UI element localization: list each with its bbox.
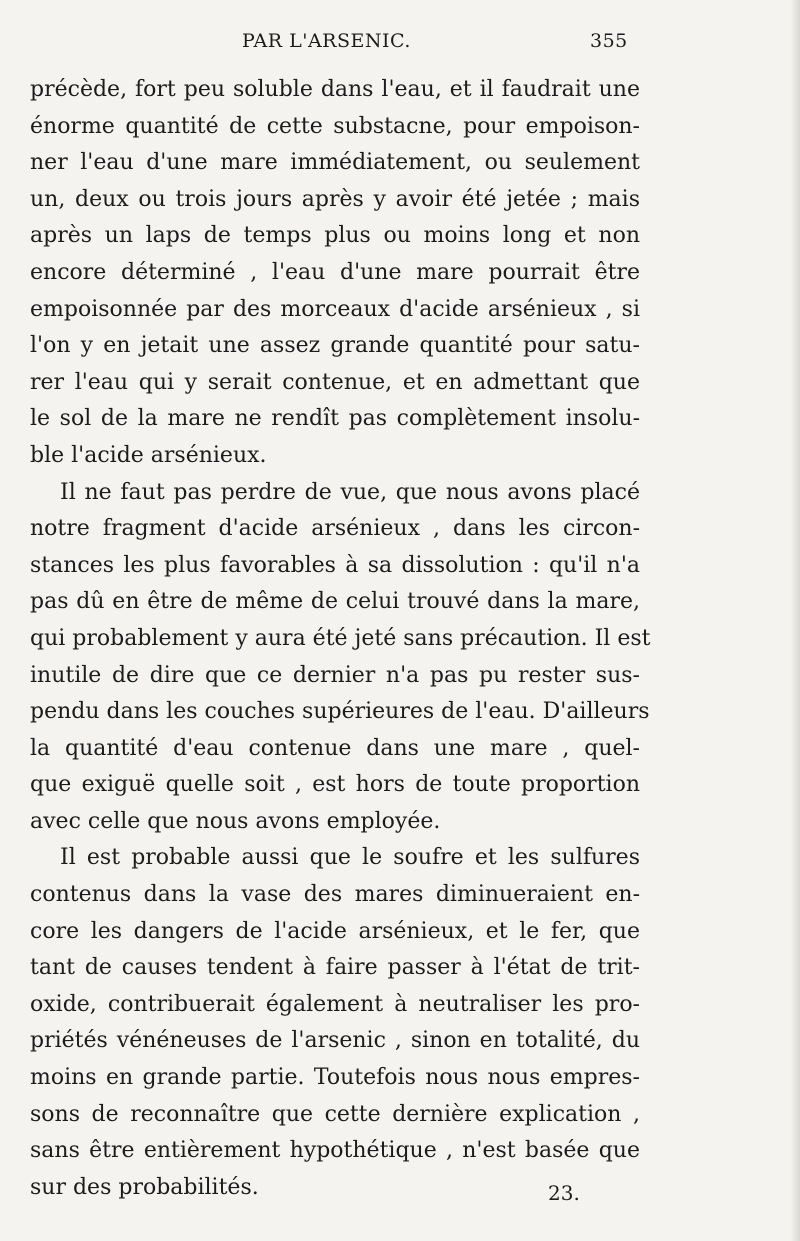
body-text <box>30 72 651 1206</box>
page-number: 355 <box>590 30 628 52</box>
text-line: empoisonnée par des morceaux d'acide arsénieux , si <box>30 296 640 322</box>
text-line: pendu dans les couches supérieures de l'eau. D'ailleurs <box>30 699 650 725</box>
paragraph-2 <box>30 475 651 841</box>
text-line: précède, fort peu soluble dans l'eau, et il faudrait une <box>30 77 640 102</box>
text-line: sans être entièrement hypothétique , n'est basée que <box>30 1138 640 1164</box>
text-line: tant de causes tendent à faire passer à l'état de trit- <box>30 955 640 981</box>
text-line: la quantité d'eau contenue dans une mare , quel- <box>30 735 640 761</box>
text-line: sur des probabilités. <box>30 1174 259 1200</box>
text-line: Il ne faut pas perdre de vue, que nous avons placé <box>60 479 640 505</box>
text-line: un, deux ou trois jours après y avoir été jetée ; mais <box>30 186 640 212</box>
text-line: contenus dans la vase des mares diminueraient en- <box>30 882 640 908</box>
text-line: rer l'eau qui y serait contenue, et en admettant que <box>30 369 640 395</box>
text-line: moins en grande partie. Toutefois nous nous empres- <box>30 1065 640 1091</box>
text-line: le sol de la mare ne rendît pas complètement insolu- <box>30 406 640 432</box>
text-line: notre fragment d'acide arsénieux , dans les circon- <box>30 516 640 542</box>
text-line: inutile de dire que ce dernier n'a pas pu rester sus- <box>30 662 640 688</box>
text-line: énorme quantité de cette substacne, pour empoison- <box>30 113 640 139</box>
text-line: pas dû en être de même de celui trouvé dans la mare, <box>30 589 640 615</box>
text-line: que exiguë quelle soit , est hors de toute proportion <box>30 772 640 798</box>
paragraph-1 <box>30 72 640 475</box>
text-line: après un laps de temps plus ou moins long et non <box>30 223 640 249</box>
signature-mark: 23. <box>548 1181 580 1205</box>
text-line: l'on y en jetait une assez grande quantité pour satu- <box>30 333 640 359</box>
text-line: encore déterminé , l'eau d'une mare pourrait être <box>30 259 640 285</box>
text-line: priétés vénéneuses de l'arsenic , sinon en totalité, du <box>30 1028 640 1054</box>
text-line: Il est probable aussi que le soufre et les sulfures <box>60 845 640 871</box>
text-line: ner l'eau d'une mare immédiatement, ou seulement <box>30 150 640 176</box>
text-line: avec celle que nous avons employée. <box>30 808 441 834</box>
text-line: core les dangers de l'acide arsénieux, et le fer, que <box>30 918 640 944</box>
running-title: PAR L'ARSENIC. <box>242 30 411 52</box>
text-line: qui probablement y aura été jeté sans précaution. Il est <box>30 625 651 651</box>
text-line: sons de reconnaître que cette dernière explication , <box>30 1101 640 1127</box>
paragraph-3 <box>30 840 640 1206</box>
text-line: stances les plus favorables à sa dissolution : qu'il n'a <box>30 552 640 578</box>
text-line: ble l'acide arsénieux. <box>30 442 267 468</box>
text-line: oxide, contribuerait également à neutraliser les pro- <box>30 991 640 1017</box>
page-edge-shadow <box>790 0 800 1241</box>
